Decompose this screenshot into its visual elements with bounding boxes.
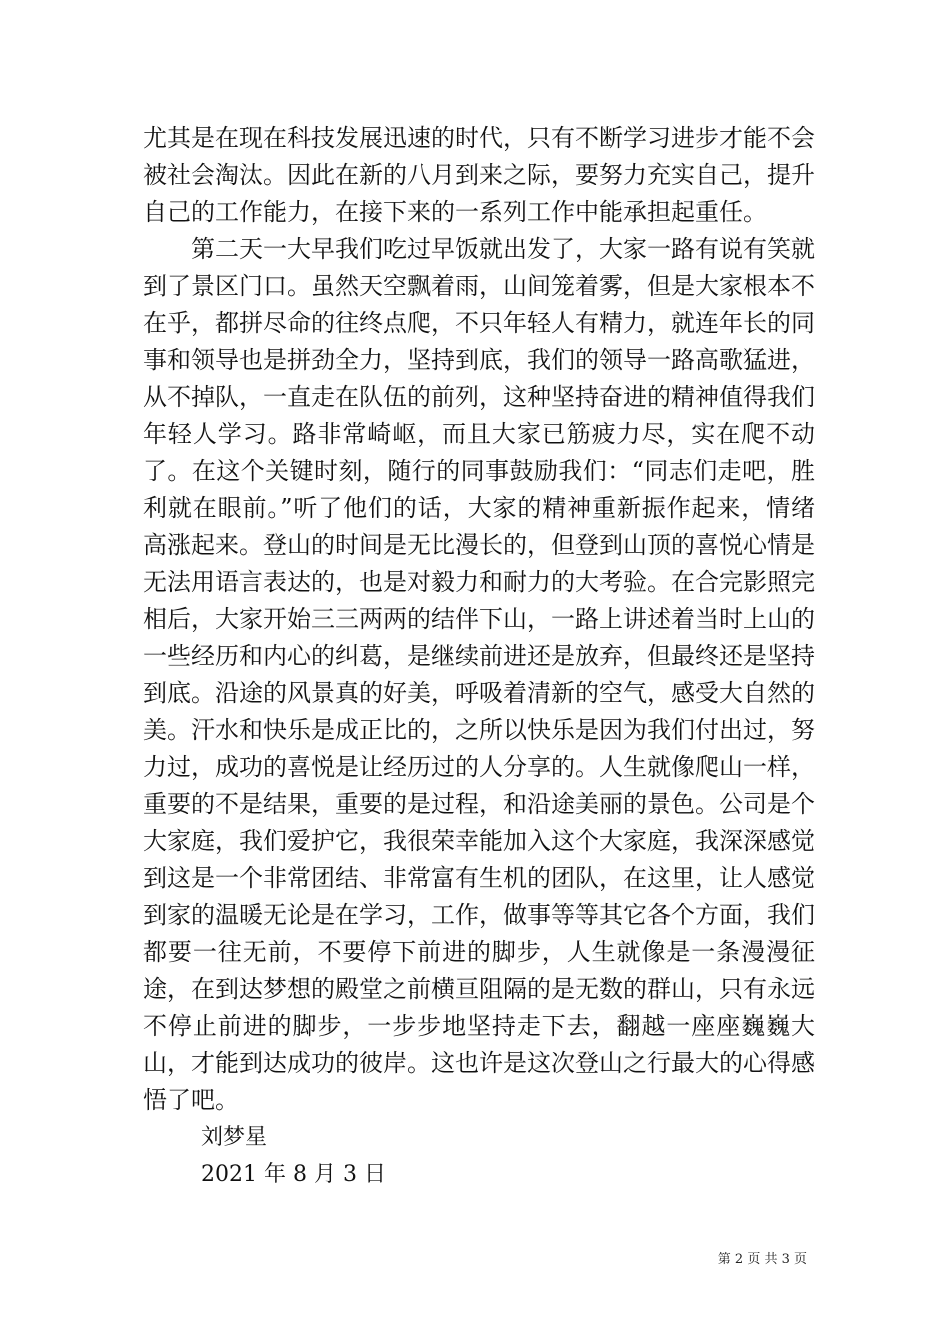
page-number-footer: 第 2 页 共 3 页	[717, 1252, 807, 1267]
paragraph-main: 第二天一大早我们吃过早饭就出发了，大家一路有说有笑就到了景区门口。虽然天空飘着雨，山间笼着雾，但是大家根本不在乎，都拼尽命的往终点爬，不只年轻人有精力，就连年长的同事和领导也是拼劲全力，坚持到底，我们的领导一路高歌猛进，从不掉队，一直走在队伍的前列，这种坚持奋进的精神值得我们年轻人学习。路非常崎岖，而且大家已筋疲力尽，实在爬不动了。在这个关键时刻，随行的同事鼓励我们：“同志们走吧，胜利就在眼前。”听了他们的话，大家的精神重新振作起来，情绪高涨起来。登山的时间是无比漫长的，但登到山顶的喜悦心情是无法用语言表达的，也是对毅力和耐力的大考验。在合完影照完相后，大家开始三三两两的结伴下山，一路上讲述着当时上山的一些经历和内心的纠葛，是继续前进还是放弃，但最终还是坚持到底。沿途的风景真的好美，呼吸着清新的空气，感受大自然的美。汗水和快乐是成正比的，之所以快乐是因为我们付出过，努力过，成功的喜悦是让经历过的人分享的。人生就像爬山一样，重要的不是结果，重要的是过程，和沿途美丽的景色。公司是个大家庭，我们爱护它，我很荣幸能加入这个大家庭，我深深感觉到这是一个非常团结、非常富有生机的团队，在这里，让人感觉到家的温暖无论是在学习，工作，做事等等其它各个方面，我们都要一往无前，不要停下前进的脚步，人生就像是一条漫漫征途，在到达梦想的殿堂之前横亘阻隔的是无数的群山，只有永远不停止前进的脚步，一步步地坚持走下去，翻越一座座巍巍大山，才能到达成功的彼岸。这也许是这次登山之行最大的心得感悟了吧。	[143, 235, 815, 1114]
author-name: 刘梦星	[201, 1125, 268, 1150]
document-date: 2021 年 8 月 3 日	[201, 1162, 386, 1187]
paragraph-continuation: 尤其是在现在科技发展迅速的时代，只有不断学习进步才能不会被社会淘汰。因此在新的八月到来之际，要努力充实自己，提升自己的工作能力，在接下来的一系列工作中能承担起重任。	[143, 124, 815, 226]
document-body	[143, 120, 815, 1193]
